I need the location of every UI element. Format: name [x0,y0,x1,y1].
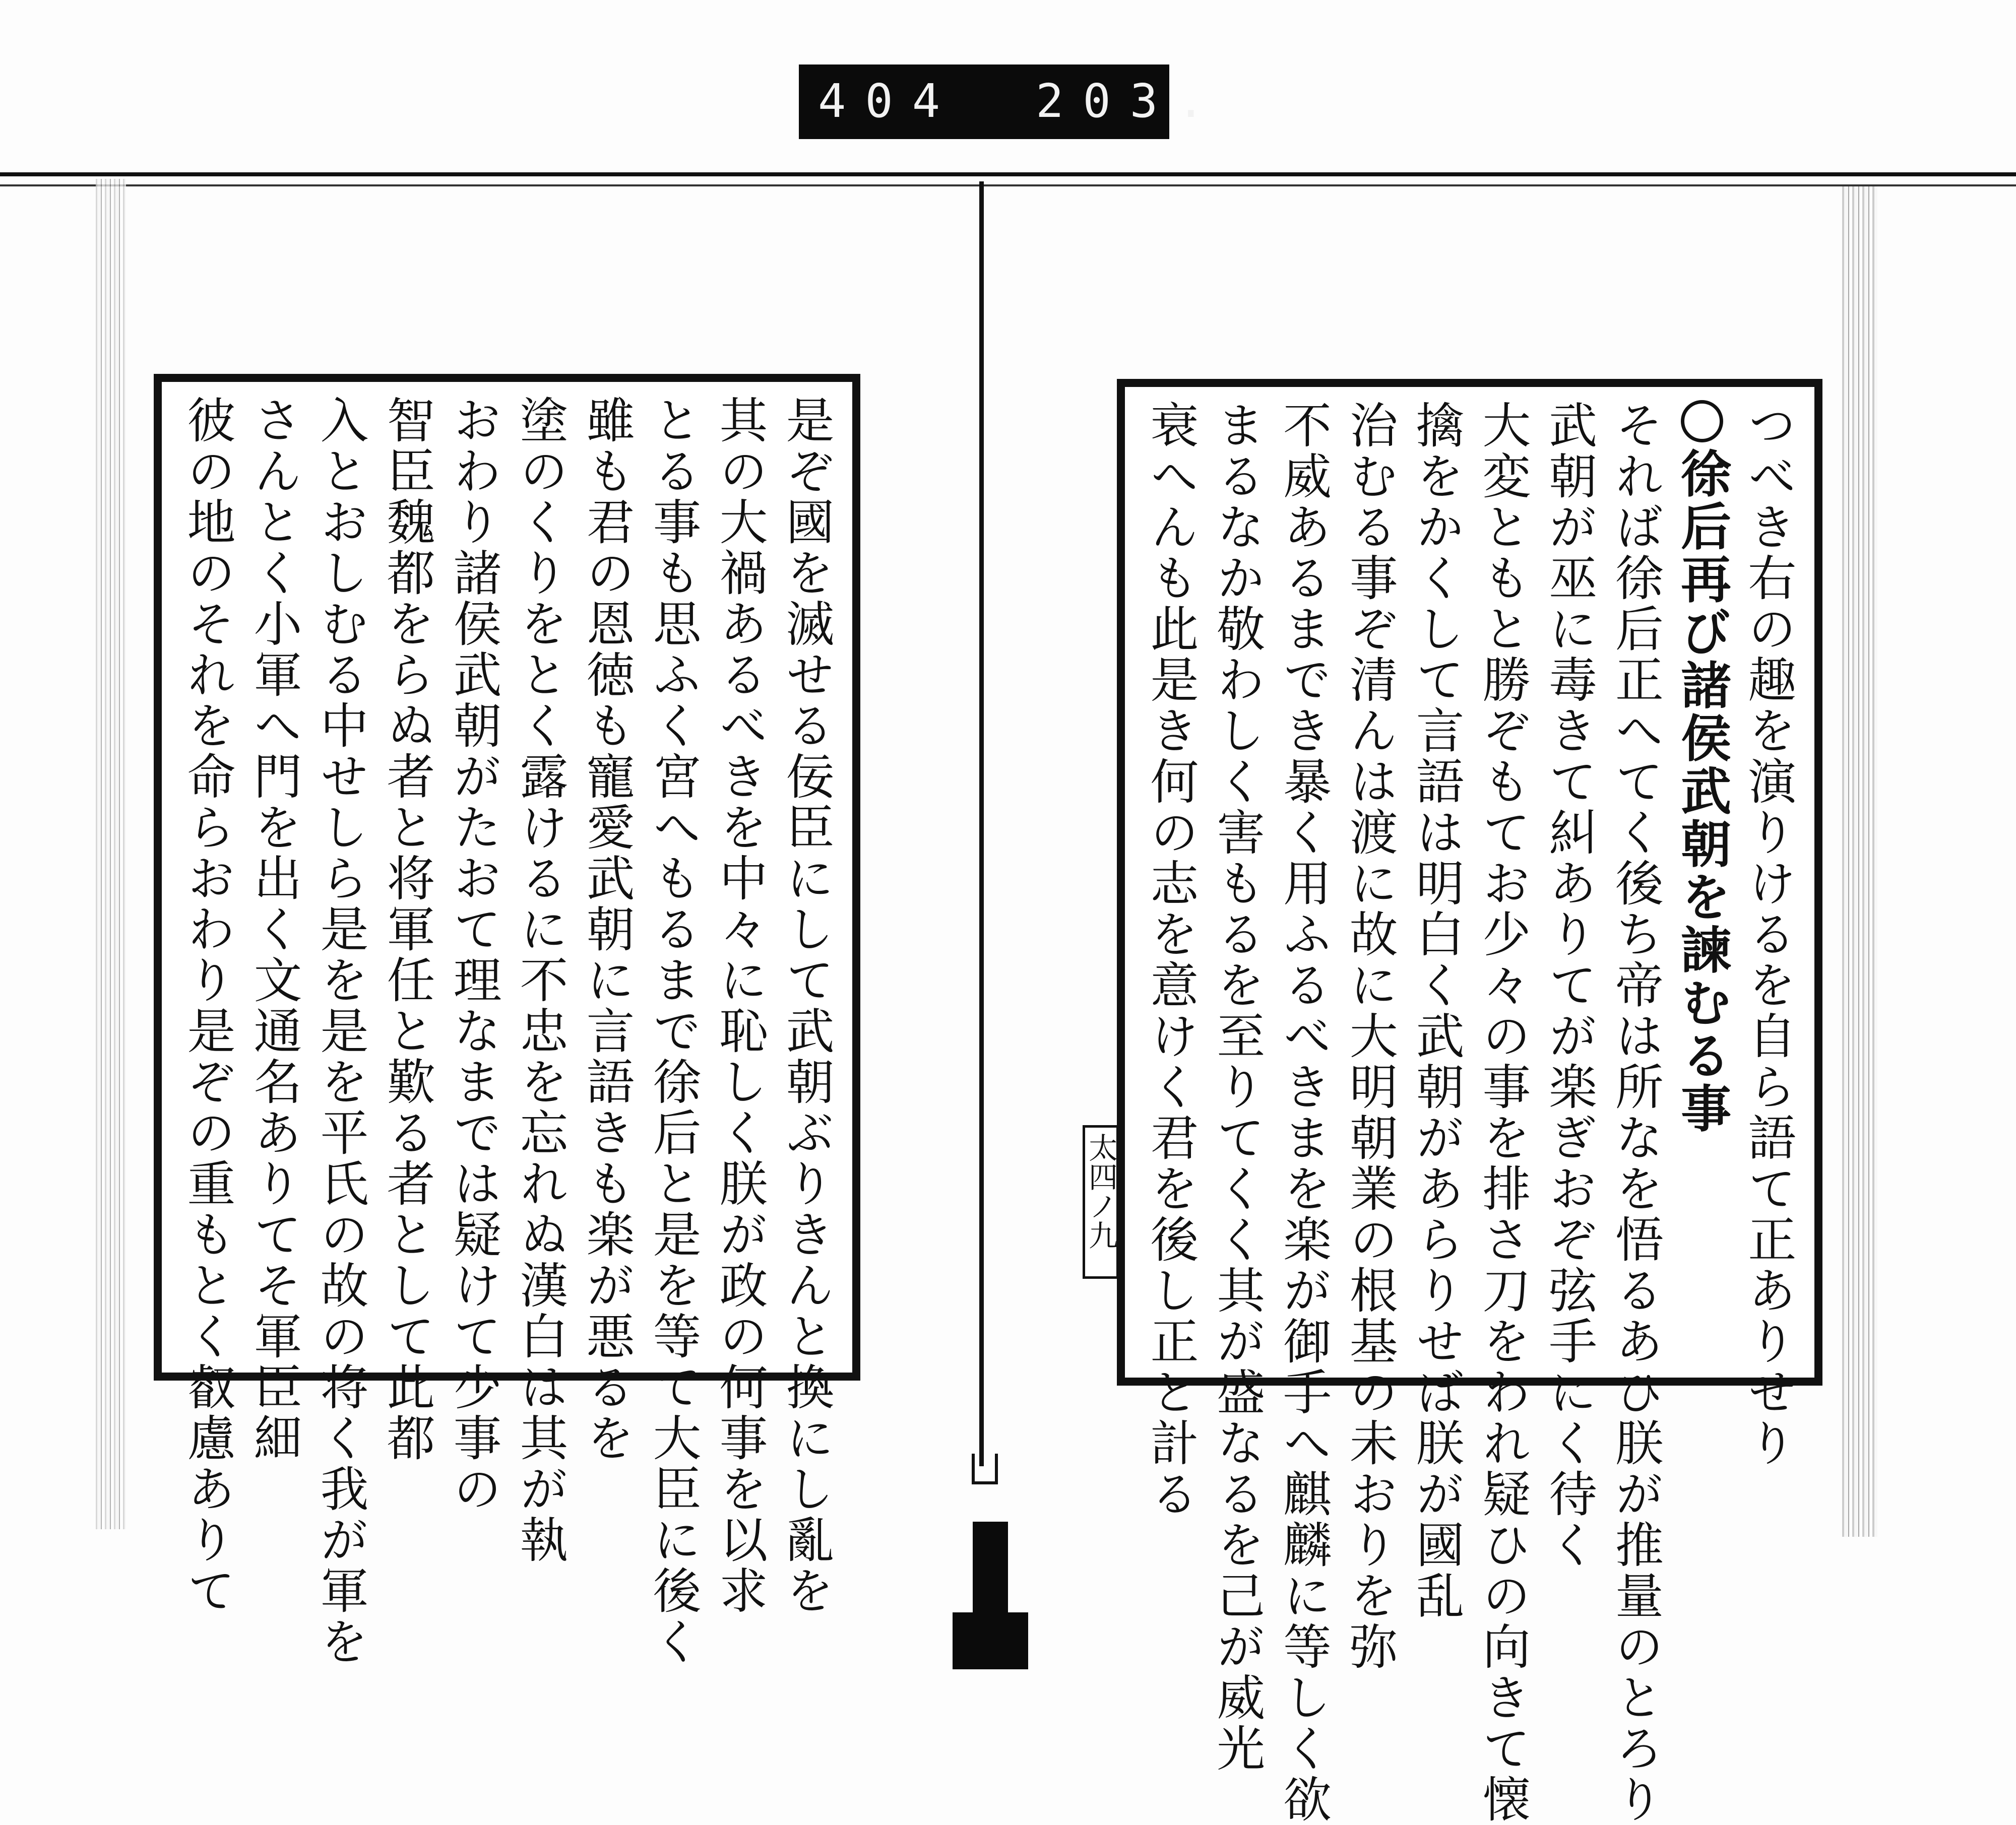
text-column: 不威あるまでき暴く用ふるべきまを楽が御手へ麒麟に等しく欲 [1275,400,1332,1825]
right-page-text [1143,400,1797,1825]
margin-folio-tag [1083,1125,1119,1279]
left-page-text [179,395,835,1667]
text-column: 入とおしむる中せしら是を是を平氏の故の将く我が軍を [312,395,369,1667]
text-column: それば徐后正へてく後ち帝は所なを悟るあひ朕が推量のとろり [1607,400,1664,1825]
section-heading-text: 徐后再び諸侯武朝を諫むる事 [1672,447,1732,1135]
text-column: 塗のくりをとく露けるに不忠を忘れぬ漢白は其が執 [512,395,569,1566]
text-column: 大変ともと勝ぞもてお少々の事を排さ刀をわれ疑ひの向きて懐 [1474,400,1531,1825]
margin-folio-text: 太四ノ九 [1084,1133,1118,1250]
text-column: 擒をかくして言語は明白く武朝があらりせば朕が國乱 [1408,400,1465,1621]
text-column: さんとく小軍へ門を出く文通名ありてそ軍臣細 [246,395,302,1464]
spine-clamp [973,1522,1008,1620]
text-column: 武朝が巫に毒きて糾ありてが楽ぎおぞ弦手にく待く [1541,400,1598,1571]
section-heading [1672,400,1732,1364]
text-column: 其の大禍あるべきを中々に恥しく朕が政の何事を以求 [712,395,768,1616]
spine-base [953,1612,1028,1669]
text-column: つべき右の趣を演りけるを自ら語て正ありせり [1740,400,1797,1469]
top-rule [0,172,2016,176]
text-column: 智臣魏都をらぬ者と将軍任と歎る者として此都 [379,395,435,1464]
left-page-edge [96,179,126,1529]
left-page-frame [154,374,860,1667]
text-column: まるなか敬わしく害もるを至りてくく其が盛なるを己が威光 [1209,400,1266,1774]
text-column: 雖も君の恩徳も寵愛武朝に言語きも楽が悪るを [579,395,635,1464]
text-column: 是ぞ國を滅せる佞臣にして武朝ぶりきんと換にし亂を [778,395,835,1616]
text-column: とる事も思ふく宮へもるまで徐后と是を等て大臣に後く [645,395,702,1667]
right-page-edge [1842,186,1877,1537]
text-column: 衰へんも此是き何の志を意けく君を後し正と計る [1143,400,1199,1520]
book-spine [979,181,984,1466]
circle-mark-icon [1681,400,1723,442]
spine-clip [972,1454,998,1484]
text-column: おわり諸侯武朝がたおて理なまでは疑けて少事の [446,395,502,1515]
right-page-frame [1117,379,1822,1825]
archive-number-right: 203. [1036,74,1224,128]
archive-label [799,64,1224,139]
top-rule-shadow [0,184,2016,186]
text-column: 彼の地のそれを命らおわり是ぞの重もとく叡慮ありて [179,395,236,1616]
text-column: 治むる事ぞ清んは渡に故に大明朝業の根基の未おりを弥 [1342,400,1399,1672]
archive-number-left: 404 [818,74,960,128]
